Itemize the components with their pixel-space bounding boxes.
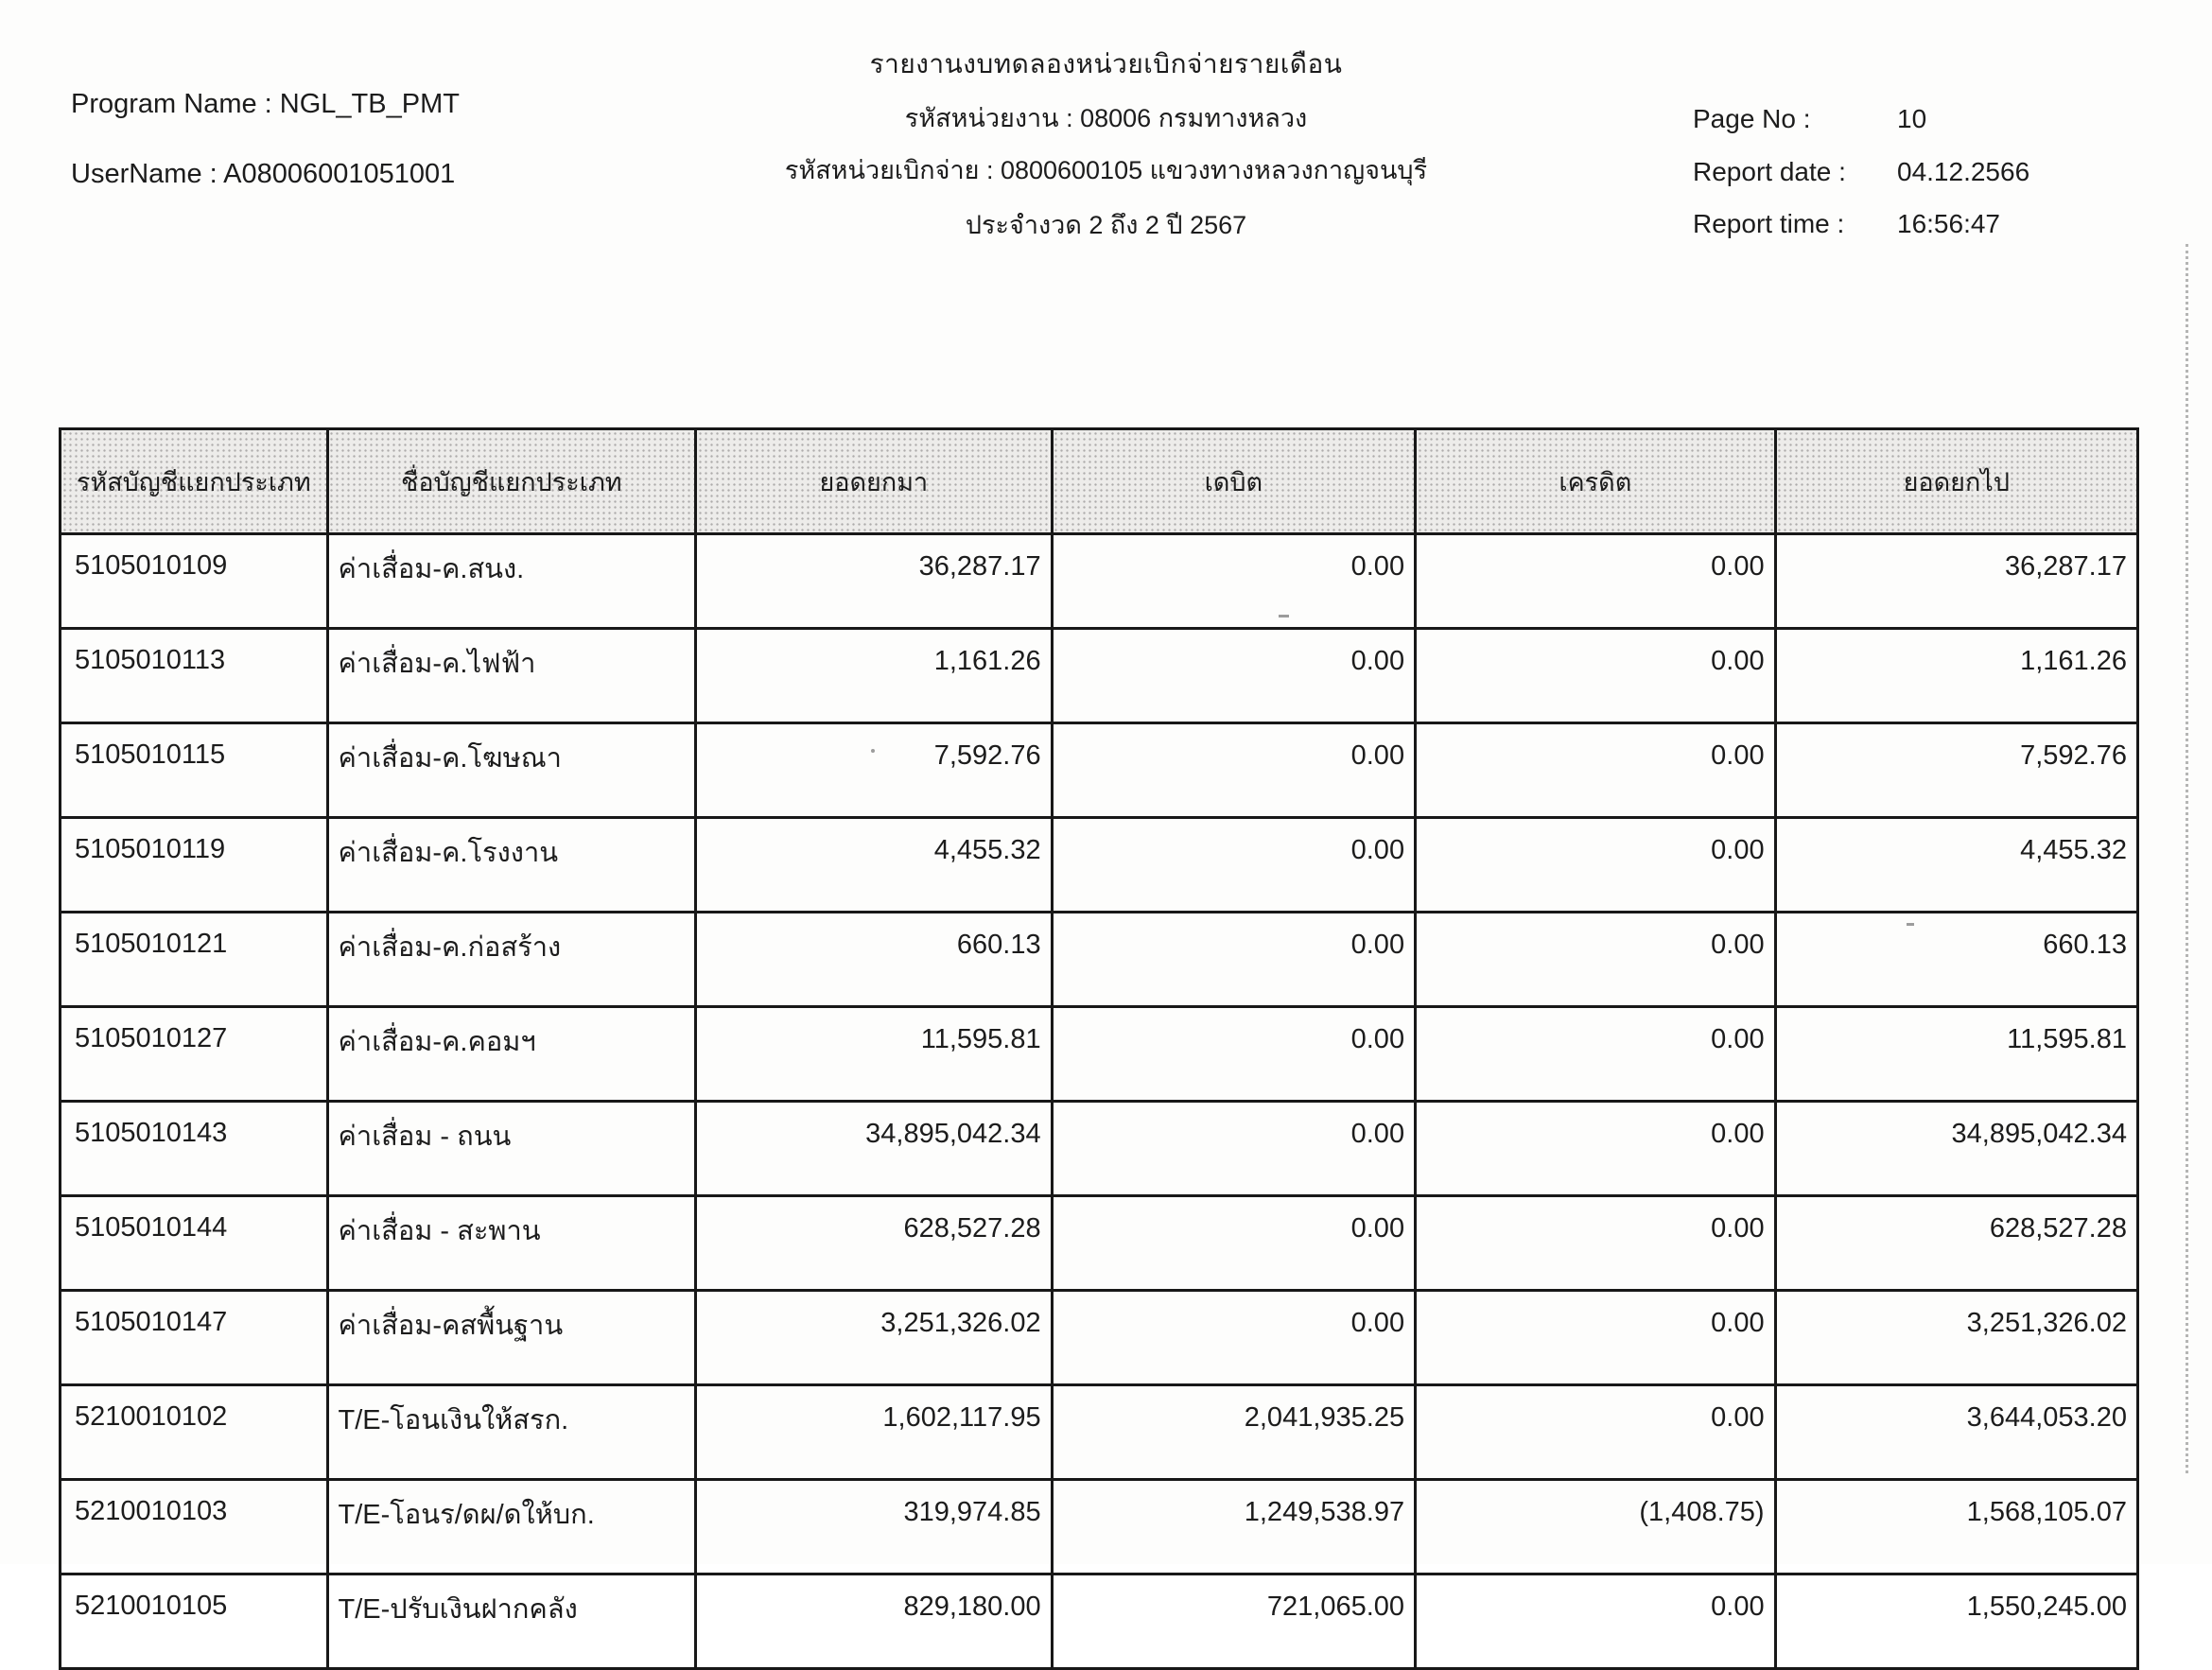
scan-speck bbox=[871, 749, 875, 753]
ending-balance-cell: 1,550,245.00 bbox=[1775, 1574, 2137, 1669]
beginning-balance-cell: 319,974.85 bbox=[696, 1480, 1053, 1574]
account-code-cell: 5210010102 bbox=[61, 1385, 328, 1480]
table-row bbox=[61, 629, 2138, 723]
credit-cell: 0.00 bbox=[1416, 1196, 1776, 1291]
account-code-cell: 5105010121 bbox=[61, 913, 328, 1007]
column-header: ยอดยกไป bbox=[1775, 429, 2137, 534]
account-name-cell: ค่าเสื่อม-ค.โรงงาน bbox=[327, 818, 696, 913]
account-code-cell: 5105010144 bbox=[61, 1196, 328, 1291]
account-code-cell: 5105010127 bbox=[61, 1007, 328, 1102]
debit-cell: 0.00 bbox=[1052, 723, 1415, 818]
beginning-balance-cell: 11,595.81 bbox=[696, 1007, 1053, 1102]
credit-cell: 0.00 bbox=[1416, 1291, 1776, 1385]
credit-cell: 0.00 bbox=[1416, 1007, 1776, 1102]
debit-cell: 0.00 bbox=[1052, 1007, 1415, 1102]
column-header: ชื่อบัญชีแยกประเภท bbox=[327, 429, 696, 534]
ending-balance-cell: 3,644,053.20 bbox=[1775, 1385, 2137, 1480]
page-no-label: Page No : bbox=[1693, 104, 1811, 133]
beginning-balance-cell: 628,527.28 bbox=[696, 1196, 1053, 1291]
beginning-balance-cell: 34,895,042.34 bbox=[696, 1102, 1053, 1196]
report-date-value: 04.12.2566 bbox=[1897, 157, 2030, 186]
account-code-cell: 5105010119 bbox=[61, 818, 328, 913]
account-code-cell: 5105010147 bbox=[61, 1291, 328, 1385]
account-name-cell: T/E-โอนเงินให้สรก. bbox=[327, 1385, 696, 1480]
account-code-cell: 5105010143 bbox=[61, 1102, 328, 1196]
page-no-line bbox=[1693, 104, 1926, 134]
table-row bbox=[61, 818, 2138, 913]
ending-balance-cell: 3,251,326.02 bbox=[1775, 1291, 2137, 1385]
account-name-cell: ค่าเสื่อม-ค.โฆษณา bbox=[327, 723, 696, 818]
report-date-label: Report date : bbox=[1693, 157, 1846, 186]
report-time-label: Report time : bbox=[1693, 209, 1845, 238]
beginning-balance-cell: 3,251,326.02 bbox=[696, 1291, 1053, 1385]
debit-cell: 0.00 bbox=[1052, 534, 1415, 629]
column-header: รหัสบัญชีแยกประเภท bbox=[61, 429, 328, 534]
credit-cell: 0.00 bbox=[1416, 1574, 1776, 1669]
credit-cell: 0.00 bbox=[1416, 818, 1776, 913]
scan-speck bbox=[1279, 615, 1289, 618]
account-code-cell: 5210010103 bbox=[61, 1480, 328, 1574]
ending-balance-cell: 11,595.81 bbox=[1775, 1007, 2137, 1102]
table-body bbox=[61, 534, 2138, 1669]
debit-cell: 721,065.00 bbox=[1052, 1574, 1415, 1669]
credit-cell: 0.00 bbox=[1416, 1102, 1776, 1196]
table-row bbox=[61, 534, 2138, 629]
beginning-balance-cell: 829,180.00 bbox=[696, 1574, 1053, 1669]
account-code-cell: 5105010109 bbox=[61, 534, 328, 629]
table-row bbox=[61, 1102, 2138, 1196]
credit-cell: 0.00 bbox=[1416, 534, 1776, 629]
debit-cell: 0.00 bbox=[1052, 629, 1415, 723]
beginning-balance-cell: 4,455.32 bbox=[696, 818, 1053, 913]
page-no-value: 10 bbox=[1897, 104, 1927, 133]
username-label: UserName : bbox=[71, 159, 218, 189]
ending-balance-cell: 4,455.32 bbox=[1775, 818, 2137, 913]
account-name-cell: ค่าเสื่อม - สะพาน bbox=[327, 1196, 696, 1291]
debit-cell: 0.00 bbox=[1052, 1196, 1415, 1291]
period-line: ประจำงวด 2 ถึง 2 ปี 2567 bbox=[965, 211, 1247, 239]
agency-code-line: รหัสหน่วยงาน : 08006 กรมทางหลวง bbox=[904, 104, 1308, 132]
table-row bbox=[61, 1291, 2138, 1385]
column-header: ยอดยกมา bbox=[696, 429, 1053, 534]
table-row bbox=[61, 1196, 2138, 1291]
table-row bbox=[61, 1574, 2138, 1669]
column-header: เดบิต bbox=[1052, 429, 1415, 534]
debit-cell: 0.00 bbox=[1052, 818, 1415, 913]
table-row bbox=[61, 913, 2138, 1007]
account-name-cell: ค่าเสื่อม-ค.คอมฯ bbox=[327, 1007, 696, 1102]
account-name-cell: ค่าเสื่อม-ค.ไฟฟ้า bbox=[327, 629, 696, 723]
account-code-cell: 5210010105 bbox=[61, 1574, 328, 1669]
account-code-cell: 5105010113 bbox=[61, 629, 328, 723]
beginning-balance-cell: 1,602,117.95 bbox=[696, 1385, 1053, 1480]
account-name-cell: ค่าเสื่อม-ค.ก่อสร้าง bbox=[327, 913, 696, 1007]
scan-speck bbox=[1907, 923, 1914, 926]
ending-balance-cell: 1,161.26 bbox=[1775, 629, 2137, 723]
program-name-label: Program Name : bbox=[71, 89, 272, 119]
account-code-cell: 5105010115 bbox=[61, 723, 328, 818]
debit-cell: 1,249,538.97 bbox=[1052, 1480, 1415, 1574]
ending-balance-cell: 34,895,042.34 bbox=[1775, 1102, 2137, 1196]
account-name-cell: ค่าเสื่อม-ค.สนง. bbox=[327, 534, 696, 629]
table-row bbox=[61, 1480, 2138, 1574]
ending-balance-cell: 7,592.76 bbox=[1775, 723, 2137, 818]
debit-cell: 0.00 bbox=[1052, 1102, 1415, 1196]
scan-edge-artifact bbox=[2186, 244, 2188, 1473]
report-title: รายงานงบทดลองหน่วยเบิกจ่ายรายเดือน bbox=[869, 49, 1343, 78]
table-row bbox=[61, 1385, 2138, 1480]
credit-cell: 0.00 bbox=[1416, 913, 1776, 1007]
beginning-balance-cell: 660.13 bbox=[696, 913, 1053, 1007]
beginning-balance-cell: 7,592.76 bbox=[696, 723, 1053, 818]
report-date-line bbox=[1693, 157, 2029, 187]
program-name-value: NGL_TB_PMT bbox=[279, 89, 460, 119]
credit-cell: 0.00 bbox=[1416, 723, 1776, 818]
username-value: A08006001051001 bbox=[223, 159, 456, 189]
ending-balance-cell: 660.13 bbox=[1775, 913, 2137, 1007]
account-name-cell: T/E-โอนร/ดผ/ดให้บก. bbox=[327, 1480, 696, 1574]
report-time-value: 16:56:47 bbox=[1897, 209, 2000, 238]
debit-cell: 2,041,935.25 bbox=[1052, 1385, 1415, 1480]
disbursing-unit-line: รหัสหน่วยเบิกจ่าย : 0800600105 แขวงทางหลวงกาญจนบุรี bbox=[784, 156, 1428, 184]
debit-cell: 0.00 bbox=[1052, 1291, 1415, 1385]
credit-cell: 0.00 bbox=[1416, 1385, 1776, 1480]
table-row bbox=[61, 1007, 2138, 1102]
beginning-balance-cell: 1,161.26 bbox=[696, 629, 1053, 723]
beginning-balance-cell: 36,287.17 bbox=[696, 534, 1053, 629]
ending-balance-cell: 1,568,105.07 bbox=[1775, 1480, 2137, 1574]
account-name-cell: ค่าเสื่อม-คสพื้นฐาน bbox=[327, 1291, 696, 1385]
credit-cell: 0.00 bbox=[1416, 629, 1776, 723]
column-header: เครดิต bbox=[1416, 429, 1776, 534]
ending-balance-cell: 36,287.17 bbox=[1775, 534, 2137, 629]
credit-cell: (1,408.75) bbox=[1416, 1480, 1776, 1574]
account-name-cell: T/E-ปรับเงินฝากคลัง bbox=[327, 1574, 696, 1669]
account-name-cell: ค่าเสื่อม - ถนน bbox=[327, 1102, 696, 1196]
report-time-line bbox=[1693, 209, 2000, 239]
table-header-row bbox=[61, 429, 2138, 534]
debit-cell: 0.00 bbox=[1052, 913, 1415, 1007]
ending-balance-cell: 628,527.28 bbox=[1775, 1196, 2137, 1291]
trial-balance-table bbox=[59, 427, 2139, 1670]
table-row bbox=[61, 723, 2138, 818]
